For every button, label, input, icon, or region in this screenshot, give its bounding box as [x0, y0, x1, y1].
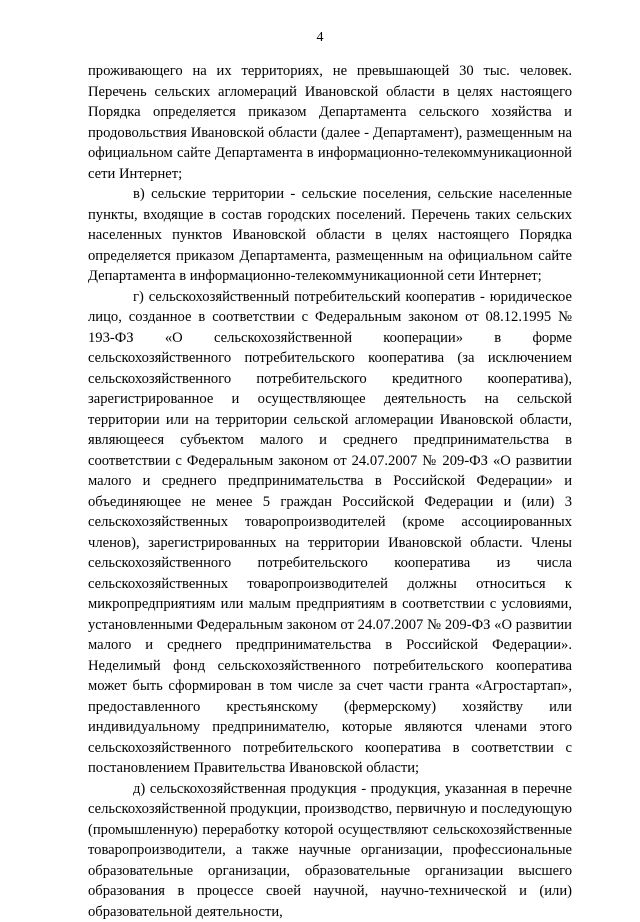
paragraph-continuation: проживающего на их территориях, не превышающей 30 тыс. человек. Перечень сельских агломераций Ивановской области в целях настоящего Порядка определяется приказом Департамента сельского хозяйства и продовольствия Ивановской области (далее - Департамент), размещенным на официальном сайте Департамента в информационно-телекоммуникационной сети Интернет; [88, 61, 572, 184]
page-number: 4 [0, 30, 640, 46]
paragraph-item-g: г) сельскохозяйственный потребительский кооператив - юридическое лицо, созданное в соответствии с Федеральным законом от 08.12.1995 № 193-ФЗ «О сельскохозяйственной кооперации» в форме сельскохозяйственного потребительского кооператива (за исключением сельскохозяйственного потребительского кредитного кооператива), зарегистрированное и осуществляющее деятельность на сельской территории или на территории сельской агломерации Ивановской области, являющееся субъектом малого и среднего предпринимательства в соответствии с Федеральным законом от 24.07.2007 № 209-ФЗ «О развитии малого и среднего предпринимательства в Российской Федерации» и объединяющее не менее 5 граждан Российской Федерации и (или) 3 сельскохозяйственных товаропроизводителей (кроме ассоциированных членов), зарегистрированных на территории Ивановской области. Члены сельскохозяйственного потребительского кооператива из числа сельскохозяйственных товаропроизводителей должны относиться к микропредприятиям или малым предприятиям в соответствии с условиями, установленными Федеральным законом от 24.07.2007 № 209-ФЗ «О развитии малого и среднего предпринимательства в Российской Федерации». Неделимый фонд сельскохозяйственного потребительского кооператива может быть сформирован в том числе за счет части гранта «Агростартап», предоставленного крестьянскому (фермерскому) хозяйству или индивидуальному предпринимателю, которые являются членами этого сельскохозяйственного потребительского кооператива в соответствии с постановлением Правительства Ивановской области; [88, 287, 572, 779]
paragraph-item-d: д) сельскохозяйственная продукция - продукция, указанная в перечне сельскохозяйственной продукции, производство, первичную и последующую (промышленную) переработку которой осуществляют сельскохозяйственные товаропроизводители, а также научные организации, профессиональные образовательные организации, образовательные организации высшего образования в процессе своей научной, научно-технической и (или) образовательной деятельности, [88, 779, 572, 922]
body-text [88, 61, 572, 922]
paragraph-item-v: в) сельские территории - сельские поселения, сельские населенные пункты, входящие в состав городских поселений. Перечень таких сельских населенных пунктов Ивановской области в целях настоящего Порядка определяется приказом Департамента, размещенным на официальном сайте Департамента в информационно-телекоммуникационной сети Интернет; [88, 184, 572, 287]
